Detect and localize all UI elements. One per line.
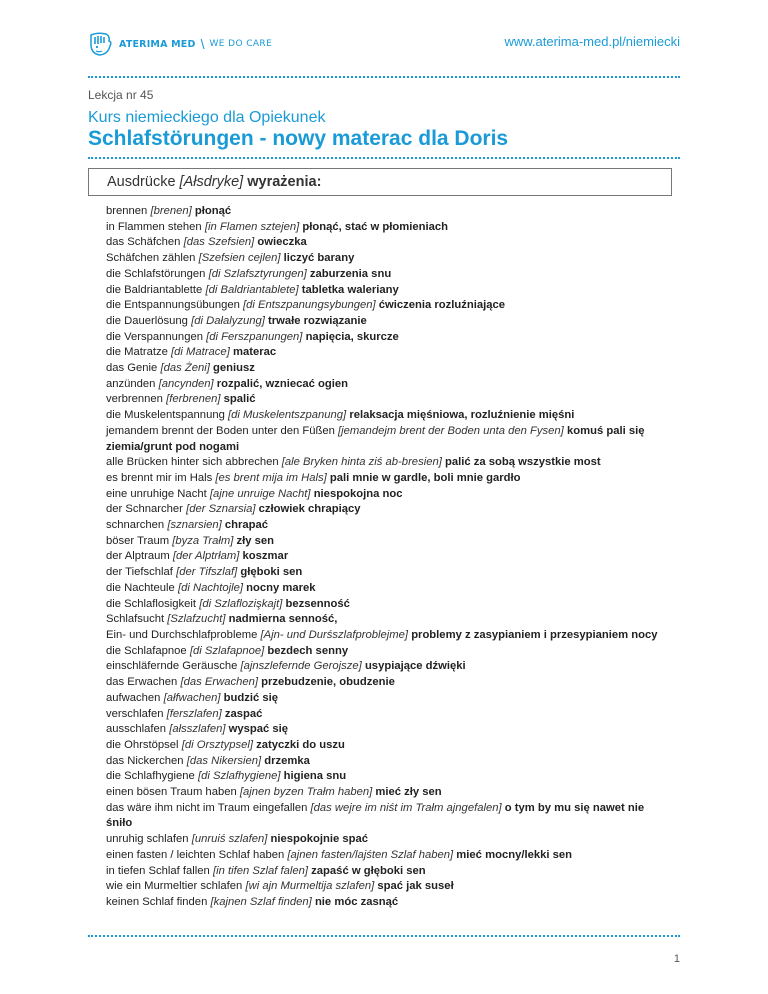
vocab-entry	[106, 644, 666, 660]
vocab-entry	[106, 314, 666, 330]
pronunciation: [di Entszpanungsybungen]	[243, 299, 376, 312]
vocab-entry	[106, 518, 666, 534]
german-term: aufwachen	[106, 691, 161, 704]
polish-translation: mieć mocny/lekki sen	[456, 848, 572, 861]
polish-translation: nie móc zasnąć	[314, 895, 399, 908]
page-title: Schlafstörungen - nowy materac dla Doris	[88, 127, 509, 150]
polish-translation: spać jak suseł	[377, 880, 454, 893]
vocab-entry	[106, 455, 666, 471]
polish-translation: higiena snu	[283, 770, 347, 783]
vocab-entry	[106, 565, 666, 581]
pronunciation: [der Tifszlaf]	[176, 566, 238, 579]
course-name: Kurs niemieckiego dla Opiekunek	[88, 109, 326, 126]
german-term: einen bösen Traum haben	[106, 786, 237, 799]
pronunciation: [das Szefsien]	[183, 236, 255, 249]
vocab-entry	[106, 487, 666, 503]
pronunciation: [ajne unruige Nacht]	[209, 487, 311, 500]
polish-translation: komuś pali się ziemia/grunt pod nogami	[106, 424, 645, 453]
polish-translation: przebudzenie, obudzenie	[261, 676, 395, 689]
section-title	[107, 174, 321, 190]
section-translation: wyrażenia:	[247, 174, 322, 190]
german-term: verbrennen	[106, 393, 163, 406]
pronunciation: [das Nikersien]	[186, 754, 262, 767]
pronunciation: [es brent mija im Hals]	[215, 471, 327, 484]
pronunciation: [ajnen byzen Trałm haben]	[239, 786, 373, 799]
german-term: die Ohrstöpsel	[106, 738, 179, 751]
german-term: der Alptraum	[106, 550, 170, 563]
german-term: die Matratze	[106, 346, 168, 359]
aterima-logo[interactable]	[88, 32, 272, 56]
page-number: 1	[673, 953, 680, 965]
vocab-entry	[106, 628, 666, 644]
polish-translation: pali mnie w gardle, boli mnie gardło	[329, 471, 521, 484]
german-term: jemandem brennt der Boden unter den Füßen	[106, 424, 335, 437]
polish-translation: problemy z zasypianiem i przesypianiem nocy	[411, 628, 658, 641]
section-pronunciation: [Ałsdryke]	[179, 174, 244, 190]
german-term: die Baldriantablette	[106, 283, 203, 296]
vocab-entry	[106, 895, 666, 911]
german-term: unruhig schlafen	[106, 833, 189, 846]
polish-translation: o tym by mu się nawet nie śniło	[106, 801, 645, 830]
section-header-box	[88, 168, 672, 196]
pronunciation: [Szlafzucht]	[167, 613, 226, 626]
german-term: einen fasten / leichten Schlaf haben	[106, 848, 285, 861]
pronunciation: [di Szlafsztyrungen]	[208, 267, 307, 280]
pronunciation: [das Żeni]	[160, 362, 210, 375]
german-term: schnarchen	[106, 519, 165, 532]
pronunciation: [ajnen fasten/lajśten Szlaf haben]	[287, 848, 454, 861]
vocab-entry	[106, 659, 666, 675]
vocab-entry	[106, 298, 666, 314]
vocabulary-list	[106, 204, 666, 911]
pronunciation: [jemandejm brent der Boden unta den Fysen]	[338, 424, 564, 437]
lesson-number: Lekcja nr 45	[88, 88, 154, 102]
german-term: brennen	[106, 205, 148, 217]
vocab-entry	[106, 864, 666, 880]
vocab-entry	[106, 408, 666, 424]
pronunciation: [di Dałalyzung]	[191, 314, 265, 327]
polish-translation: budzić się	[223, 691, 279, 704]
vocab-entry	[106, 612, 666, 628]
polish-translation: trwałe rozwiązanie	[268, 314, 367, 327]
vocab-entry	[106, 769, 666, 785]
pronunciation: [di Muskelentszpanung]	[227, 409, 347, 422]
pronunciation: [ferszlafen]	[166, 707, 222, 720]
pronunciation: [di Szlafhygiene]	[197, 770, 281, 783]
vocab-entry	[106, 502, 666, 518]
vocab-entry	[106, 424, 666, 455]
polish-translation: liczyć barany	[283, 252, 355, 265]
german-term: eine unruhige Nacht	[106, 487, 207, 500]
polish-translation: zaspać	[224, 707, 263, 720]
vocab-entry	[106, 879, 666, 895]
german-term: der Tiefschlaf	[106, 566, 173, 579]
german-term: ausschlafen	[106, 723, 167, 736]
german-term: das Genie	[106, 362, 158, 375]
polish-translation: tabletka waleriany	[301, 283, 399, 296]
pronunciation: [di Matrace]	[171, 346, 230, 359]
polish-translation: ćwiczenia rozluźniające	[378, 299, 506, 312]
german-term: Schäfchen zählen	[106, 252, 196, 265]
german-term: die Schlaflosigkeit	[106, 597, 197, 610]
german-term: keinen Schlaf finden	[106, 895, 208, 908]
pronunciation: [der Alptrłam]	[172, 550, 240, 563]
pronunciation: [ajnszleferndе Gerojsze]	[240, 660, 362, 673]
polish-translation: rozpalić, wzniecać ogien	[216, 377, 349, 390]
pronunciation: [in Flamen sztejen]	[204, 220, 300, 233]
polish-translation: owieczka	[257, 236, 307, 249]
german-term: der Schnarcher	[106, 503, 183, 516]
polish-translation: głęboki sen	[240, 566, 303, 579]
vocab-entry	[106, 267, 666, 283]
polish-translation: spalić	[223, 393, 256, 406]
vocab-entry	[106, 597, 666, 613]
pronunciation: [Ajn- und Durśszlafproblejme]	[260, 628, 409, 641]
german-term: die Schlafhygiene	[106, 770, 195, 783]
pronunciation: [unruiś szlafen]	[191, 833, 268, 846]
polish-translation: niespokojna noc	[313, 487, 403, 500]
german-term: wie ein Murmeltier schlafen	[106, 880, 243, 893]
german-term: die Schlafstörungen	[106, 267, 206, 280]
german-term: einschläfernde Geräusche	[106, 660, 238, 673]
polish-translation: geniusz	[212, 362, 255, 375]
pronunciation: [di Baldriantablete]	[205, 283, 299, 296]
pronunciation: [di Szlafapnoe]	[189, 644, 265, 657]
pronunciation: [wi ajn Murmeltija szlafen]	[245, 880, 375, 893]
vocab-entry	[106, 581, 666, 597]
polish-translation: wyspać się	[228, 723, 289, 736]
brand-divider: \	[200, 36, 205, 52]
vocab-entry	[106, 330, 666, 346]
polish-translation: palić za sobą wszystkie most	[444, 456, 601, 469]
german-term: das Nickerchen	[106, 754, 184, 767]
polish-translation: chrapać	[224, 519, 269, 532]
vocab-entry	[106, 801, 666, 832]
vocab-entry	[106, 754, 666, 770]
vocab-entry	[106, 738, 666, 754]
polish-translation: koszmar	[242, 550, 289, 563]
vocab-entry	[106, 471, 666, 487]
vocab-entry	[106, 707, 666, 723]
polish-translation: niespokojnie spać	[270, 833, 369, 846]
brand-name: ATERIMA MED	[119, 38, 196, 50]
polish-translation: nadmierna senność,	[228, 613, 338, 626]
polish-translation: człowiek chrapiący	[258, 503, 361, 516]
german-term: die Verspannungen	[106, 330, 203, 343]
header-divider	[88, 76, 680, 78]
pronunciation: [Szefsien cejlen]	[198, 252, 281, 265]
german-term: das wäre ihm nicht im Traum eingefallen	[106, 801, 308, 814]
vocab-entry	[106, 848, 666, 864]
german-term: es brennt mir im Hals	[106, 471, 213, 484]
pronunciation: [ałsszlafen]	[169, 723, 226, 736]
vocab-entry	[106, 832, 666, 848]
german-term: Schlafsucht	[106, 613, 165, 626]
polish-translation: napięcia, skurcze	[305, 330, 399, 343]
polish-translation: płonąć, stać w płomieniach	[302, 220, 449, 233]
german-term: Ein- und Durchschlafprobleme	[106, 628, 258, 641]
german-term: das Schäfchen	[106, 236, 181, 249]
vocab-entry	[106, 235, 666, 251]
vocab-entry	[106, 785, 666, 801]
title-divider	[88, 157, 680, 159]
german-term: das Erwachen	[106, 676, 178, 689]
pronunciation: [ancynden]	[158, 377, 214, 390]
vocab-entry	[106, 251, 666, 267]
german-term: die Entspannungsübungen	[106, 299, 240, 312]
vocab-entry	[106, 722, 666, 738]
pronunciation: [in tifen Szlaf falen]	[212, 864, 309, 877]
face-logo-icon	[88, 32, 114, 56]
pronunciation: [das wejre im niśt im Trałm ajngefalen]	[310, 801, 502, 814]
german-term: böser Traum	[106, 534, 170, 547]
vocab-entry	[106, 691, 666, 707]
pronunciation: [di Nachtojle]	[177, 581, 243, 594]
polish-translation: bezdech senny	[267, 644, 349, 657]
pronunciation: [di Ferszpanungen]	[206, 330, 303, 343]
pronunciation: [ałfwachen]	[163, 691, 221, 704]
brand-tagline: WE DO CARE	[209, 39, 273, 49]
german-term: die Dauerlösung	[106, 314, 188, 327]
vocab-entry	[106, 283, 666, 299]
vocab-entry	[106, 534, 666, 550]
vocab-entry	[106, 204, 666, 220]
polish-translation: zatyczki do uszu	[256, 738, 345, 751]
polish-translation: zły sen	[236, 534, 275, 547]
vocab-entry	[106, 392, 666, 408]
page-header	[88, 30, 680, 70]
pronunciation: [ferbrenen]	[166, 393, 221, 406]
german-term: die Schlafapnoe	[106, 644, 187, 657]
site-url-link[interactable]: www.aterima-med.pl/niemiecki	[504, 34, 680, 49]
pronunciation: [di Orsztypsel]	[181, 738, 253, 751]
german-term: anzünden	[106, 377, 156, 390]
german-term: alle Brücken hinter sich abbrechen	[106, 456, 279, 469]
german-term: verschlafen	[106, 707, 164, 720]
polish-translation: usypiające dźwięki	[364, 660, 466, 673]
pronunciation: [byza Trałm]	[172, 534, 234, 547]
polish-translation: płonąć	[194, 205, 232, 217]
pronunciation: [sznarsien]	[167, 519, 222, 532]
section-label: Ausdrücke	[107, 174, 176, 190]
vocab-entry	[106, 220, 666, 236]
pronunciation: [ale Bryken hinta ziś ab-bresien]	[281, 456, 442, 469]
pronunciation: [kajnen Szlaf finden]	[210, 895, 312, 908]
pronunciation: [brenen]	[150, 205, 192, 217]
polish-translation: materac	[232, 346, 277, 359]
pronunciation: [der Sznarsia]	[186, 503, 256, 516]
polish-translation: nocny marek	[246, 581, 316, 594]
vocab-entry	[106, 549, 666, 565]
pronunciation: [das Erwachen]	[180, 676, 258, 689]
polish-translation: zaburzenia snu	[309, 267, 392, 280]
vocab-entry	[106, 345, 666, 361]
polish-translation: zapaść w głęboki sen	[311, 864, 426, 877]
vocab-entry	[106, 675, 666, 691]
polish-translation: mieć zły sen	[375, 786, 442, 799]
pronunciation: [di Szlaflozişkajt]	[199, 597, 283, 610]
german-term: die Nachteule	[106, 581, 175, 594]
german-term: die Muskelentspannung	[106, 409, 225, 422]
polish-translation: relaksacja mięśniowa, rozluźnienie mięśni	[349, 409, 575, 422]
vocab-entry	[106, 377, 666, 393]
vocab-entry	[106, 361, 666, 377]
german-term: in tiefen Schlaf fallen	[106, 864, 210, 877]
polish-translation: drzemka	[264, 754, 310, 767]
footer-divider	[88, 935, 680, 937]
polish-translation: bezsenność	[285, 597, 350, 610]
german-term: in Flammen stehen	[106, 220, 202, 233]
